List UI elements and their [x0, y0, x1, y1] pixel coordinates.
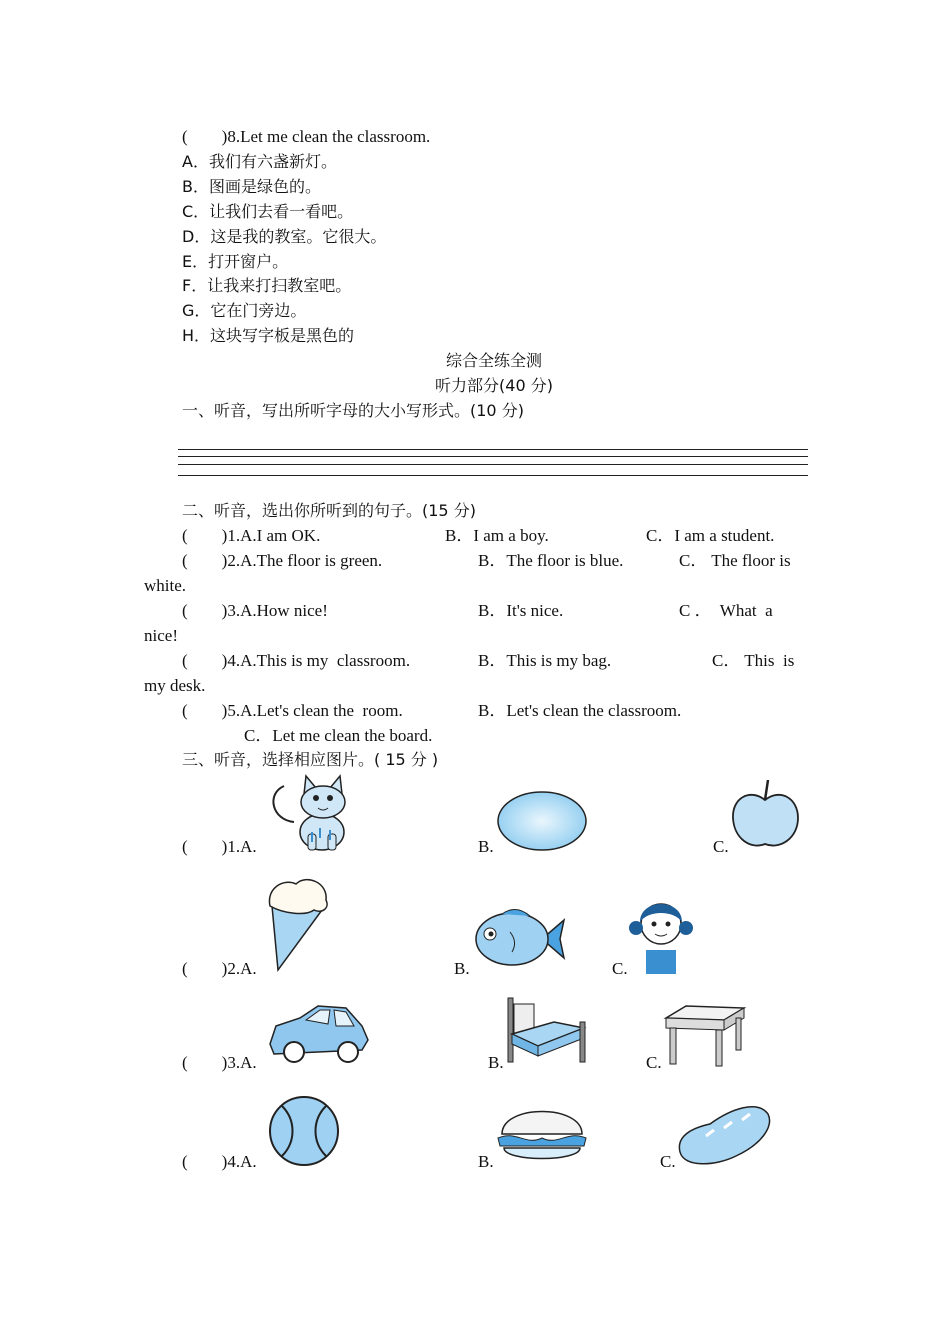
s2-q5-c: C．Let me clean the board.: [244, 726, 433, 745]
s3-q3-c: C.: [646, 1053, 662, 1072]
hamburger-image: [496, 1100, 588, 1168]
s2-q3-b: B．It's nice.: [478, 601, 564, 620]
s3-q2-label: ( )2.A.: [182, 959, 257, 978]
test-title: 综合全练全测: [445, 351, 542, 370]
s2-q3-cont: nice!: [144, 626, 178, 645]
s3-q2-b: B.: [454, 959, 470, 978]
ice-cream-image: [266, 872, 332, 974]
writing-line-3[interactable]: [178, 464, 808, 465]
s3-q3-b: B.: [488, 1053, 504, 1072]
s3-q1-b: B.: [478, 837, 494, 856]
section-3-heading: 三、听音，选择相应图片。( 15 分 ): [182, 750, 439, 769]
option-d: D．这是我的教室。它很大。: [182, 227, 387, 246]
s2-q4-a: ( )4.A.This is my classroom.: [182, 651, 411, 670]
section-1-heading: 一、听音，写出所听字母的大小写形式。(10 分): [182, 401, 524, 420]
girl-image: [628, 892, 694, 974]
s3-q4-label: ( )4.A.: [182, 1152, 257, 1171]
option-a: A．我们有六盏新灯。: [182, 152, 337, 171]
option-c: C．让我们去看一看吧。: [182, 202, 354, 221]
s2-q2-a: ( )2.A.The floor is green.: [182, 551, 383, 570]
s2-q3-c: C ． What a: [679, 601, 773, 620]
s3-q2-c: C.: [612, 959, 628, 978]
car-image: [266, 1002, 370, 1068]
writing-line-4[interactable]: [178, 475, 808, 476]
ball-image: [266, 1094, 344, 1168]
s2-q1-b: B．I am a boy.: [445, 526, 549, 545]
test-subtitle: 听力部分(40 分): [435, 376, 553, 395]
s2-q1-c: C．I am a student.: [646, 526, 775, 545]
s2-q1-a: ( )1.A.I am OK.: [182, 526, 321, 545]
s2-q3-a: ( )3.A.How nice!: [182, 601, 328, 620]
cat-image: [264, 772, 356, 852]
s3-q4-b: B.: [478, 1152, 494, 1171]
desk-image: [662, 1002, 746, 1068]
s2-q4-c: C． This is: [712, 651, 795, 670]
s3-q1-label: ( )1.A.: [182, 837, 257, 856]
option-g: G．它在门旁边。: [182, 301, 307, 320]
s2-q5-a: ( )5.A.Let's clean the room.: [182, 701, 403, 720]
s2-q4-b: B．This is my bag.: [478, 651, 612, 670]
bread-image: [676, 1100, 772, 1168]
option-f: F．让我来打扫教室吧。: [182, 276, 352, 295]
s2-q2-c: C． The floor is: [679, 551, 791, 570]
apple-image: [728, 776, 802, 852]
s3-q1-c: C.: [713, 837, 729, 856]
writing-line-1[interactable]: [178, 449, 808, 450]
question-8: ( )8.Let me clean the classroom.: [182, 127, 431, 146]
bed-image: [504, 994, 588, 1068]
option-e: E．打开窗户。: [182, 252, 289, 271]
s2-q2-cont: white.: [144, 576, 187, 595]
option-b: B．图画是绿色的。: [182, 177, 321, 196]
writing-line-2[interactable]: [178, 456, 808, 457]
s2-q4-cont: my desk.: [144, 676, 206, 695]
fish-image: [472, 906, 566, 972]
option-h: H．这块写字板是黑色的: [182, 326, 355, 345]
s2-q2-b: B．The floor is blue.: [478, 551, 624, 570]
s3-q4-c: C.: [660, 1152, 676, 1171]
s3-q3-label: ( )3.A.: [182, 1053, 257, 1072]
egg-image: [496, 790, 588, 852]
section-2-heading: 二、听音，选出你所听到的句子。(15 分): [182, 501, 476, 520]
s2-q5-b: B．Let's clean the classroom.: [478, 701, 682, 720]
